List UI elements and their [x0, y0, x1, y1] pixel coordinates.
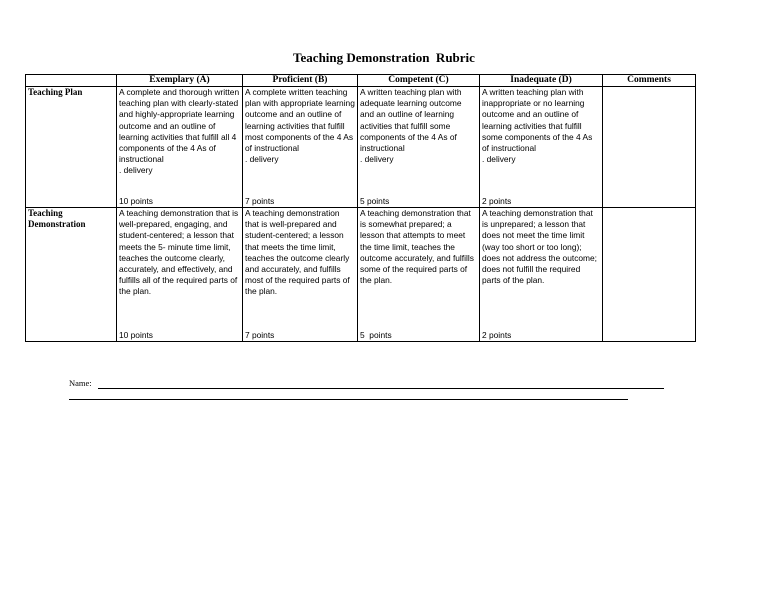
header-row [26, 75, 696, 87]
name-label: Name: [69, 378, 92, 388]
cell-plan-proficient [243, 87, 358, 208]
rubric-table [25, 74, 696, 342]
cell-points: 2 points [482, 196, 512, 206]
table-row [26, 208, 696, 342]
cell-description: A complete written teaching plan with appropriate learning outcome and an outline of learning activities that fulfill most components of the 4 As of instructional . delivery [245, 87, 355, 165]
page-title: Teaching Demonstration Rubric [293, 50, 475, 65]
header-competent: Competent (C) [358, 75, 480, 87]
cell-points: 10 points [119, 196, 153, 206]
cell-points: 7 points [245, 196, 275, 206]
header-proficient: Proficient (B) [243, 75, 358, 87]
cell-plan-comments [603, 87, 696, 208]
cell-description: A complete and thorough written teaching plan with clearly-stated and highly-appropriate learning outcome and an outline of learning activities that fulfill all 4 components of the 4 As of instructional . delivery [119, 87, 240, 176]
cell-description: A teaching demonstration that is well-prepared and student-centered; a lesson that meets the time limit, teaches the outcome clearly and accurately, and fulfills most of the required parts of the plan. [245, 208, 350, 297]
name-underline-second[interactable] [69, 399, 628, 400]
cell-description: A teaching demonstration that is unprepared; a lesson that does not meet the time limit (way too short or too long); does not address the outcome; does not fulfill the required parts of the plan. [482, 208, 597, 286]
cell-points: 5 points [360, 196, 390, 206]
cell-points: 5 points [360, 330, 392, 340]
cell-demo-inadequate [480, 208, 603, 342]
cell-points: 2 points [482, 330, 512, 340]
cell-points: 7 points [245, 330, 275, 340]
row-label-teaching-demonstration: Teaching Demonstration [26, 208, 117, 342]
cell-plan-competent [358, 87, 480, 208]
cell-demo-proficient [243, 208, 358, 342]
cell-description: A written teaching plan with inappropriate or no learning outcome and an outline of learning activities that fulfill some components of the 4 As of instructional . delivery [482, 87, 593, 165]
cell-plan-exemplary [117, 87, 243, 208]
cell-demo-comments [603, 208, 696, 342]
cell-description: A teaching demonstration that is somewhat prepared; a lesson that attempts to meet the time limit, teaches the outcome accurately, and fulfills some of the required parts of the plan. [360, 208, 474, 286]
cell-demo-exemplary [117, 208, 243, 342]
cell-plan-inadequate [480, 87, 603, 208]
header-inadequate: Inadequate (D) [480, 75, 603, 87]
cell-description: A written teaching plan with adequate learning outcome and an outline of learning activities that fulfill some components of the 4 As of instructional . delivery [360, 87, 462, 165]
table-row [26, 87, 696, 208]
cell-points: 10 points [119, 330, 153, 340]
header-exemplary: Exemplary (A) [117, 75, 243, 87]
header-corner [26, 75, 117, 87]
row-label-teaching-plan: Teaching Plan [26, 87, 117, 208]
name-underline[interactable] [98, 388, 664, 389]
cell-demo-competent [358, 208, 480, 342]
cell-description: A teaching demonstration that is well-prepared, engaging, and student-centered; a lesson that meets the 5- minute time limit, teaches the outcome clearly, accurately, and effectively, and fulfills all of the required parts of the plan. [119, 208, 239, 297]
header-comments: Comments [603, 75, 696, 87]
